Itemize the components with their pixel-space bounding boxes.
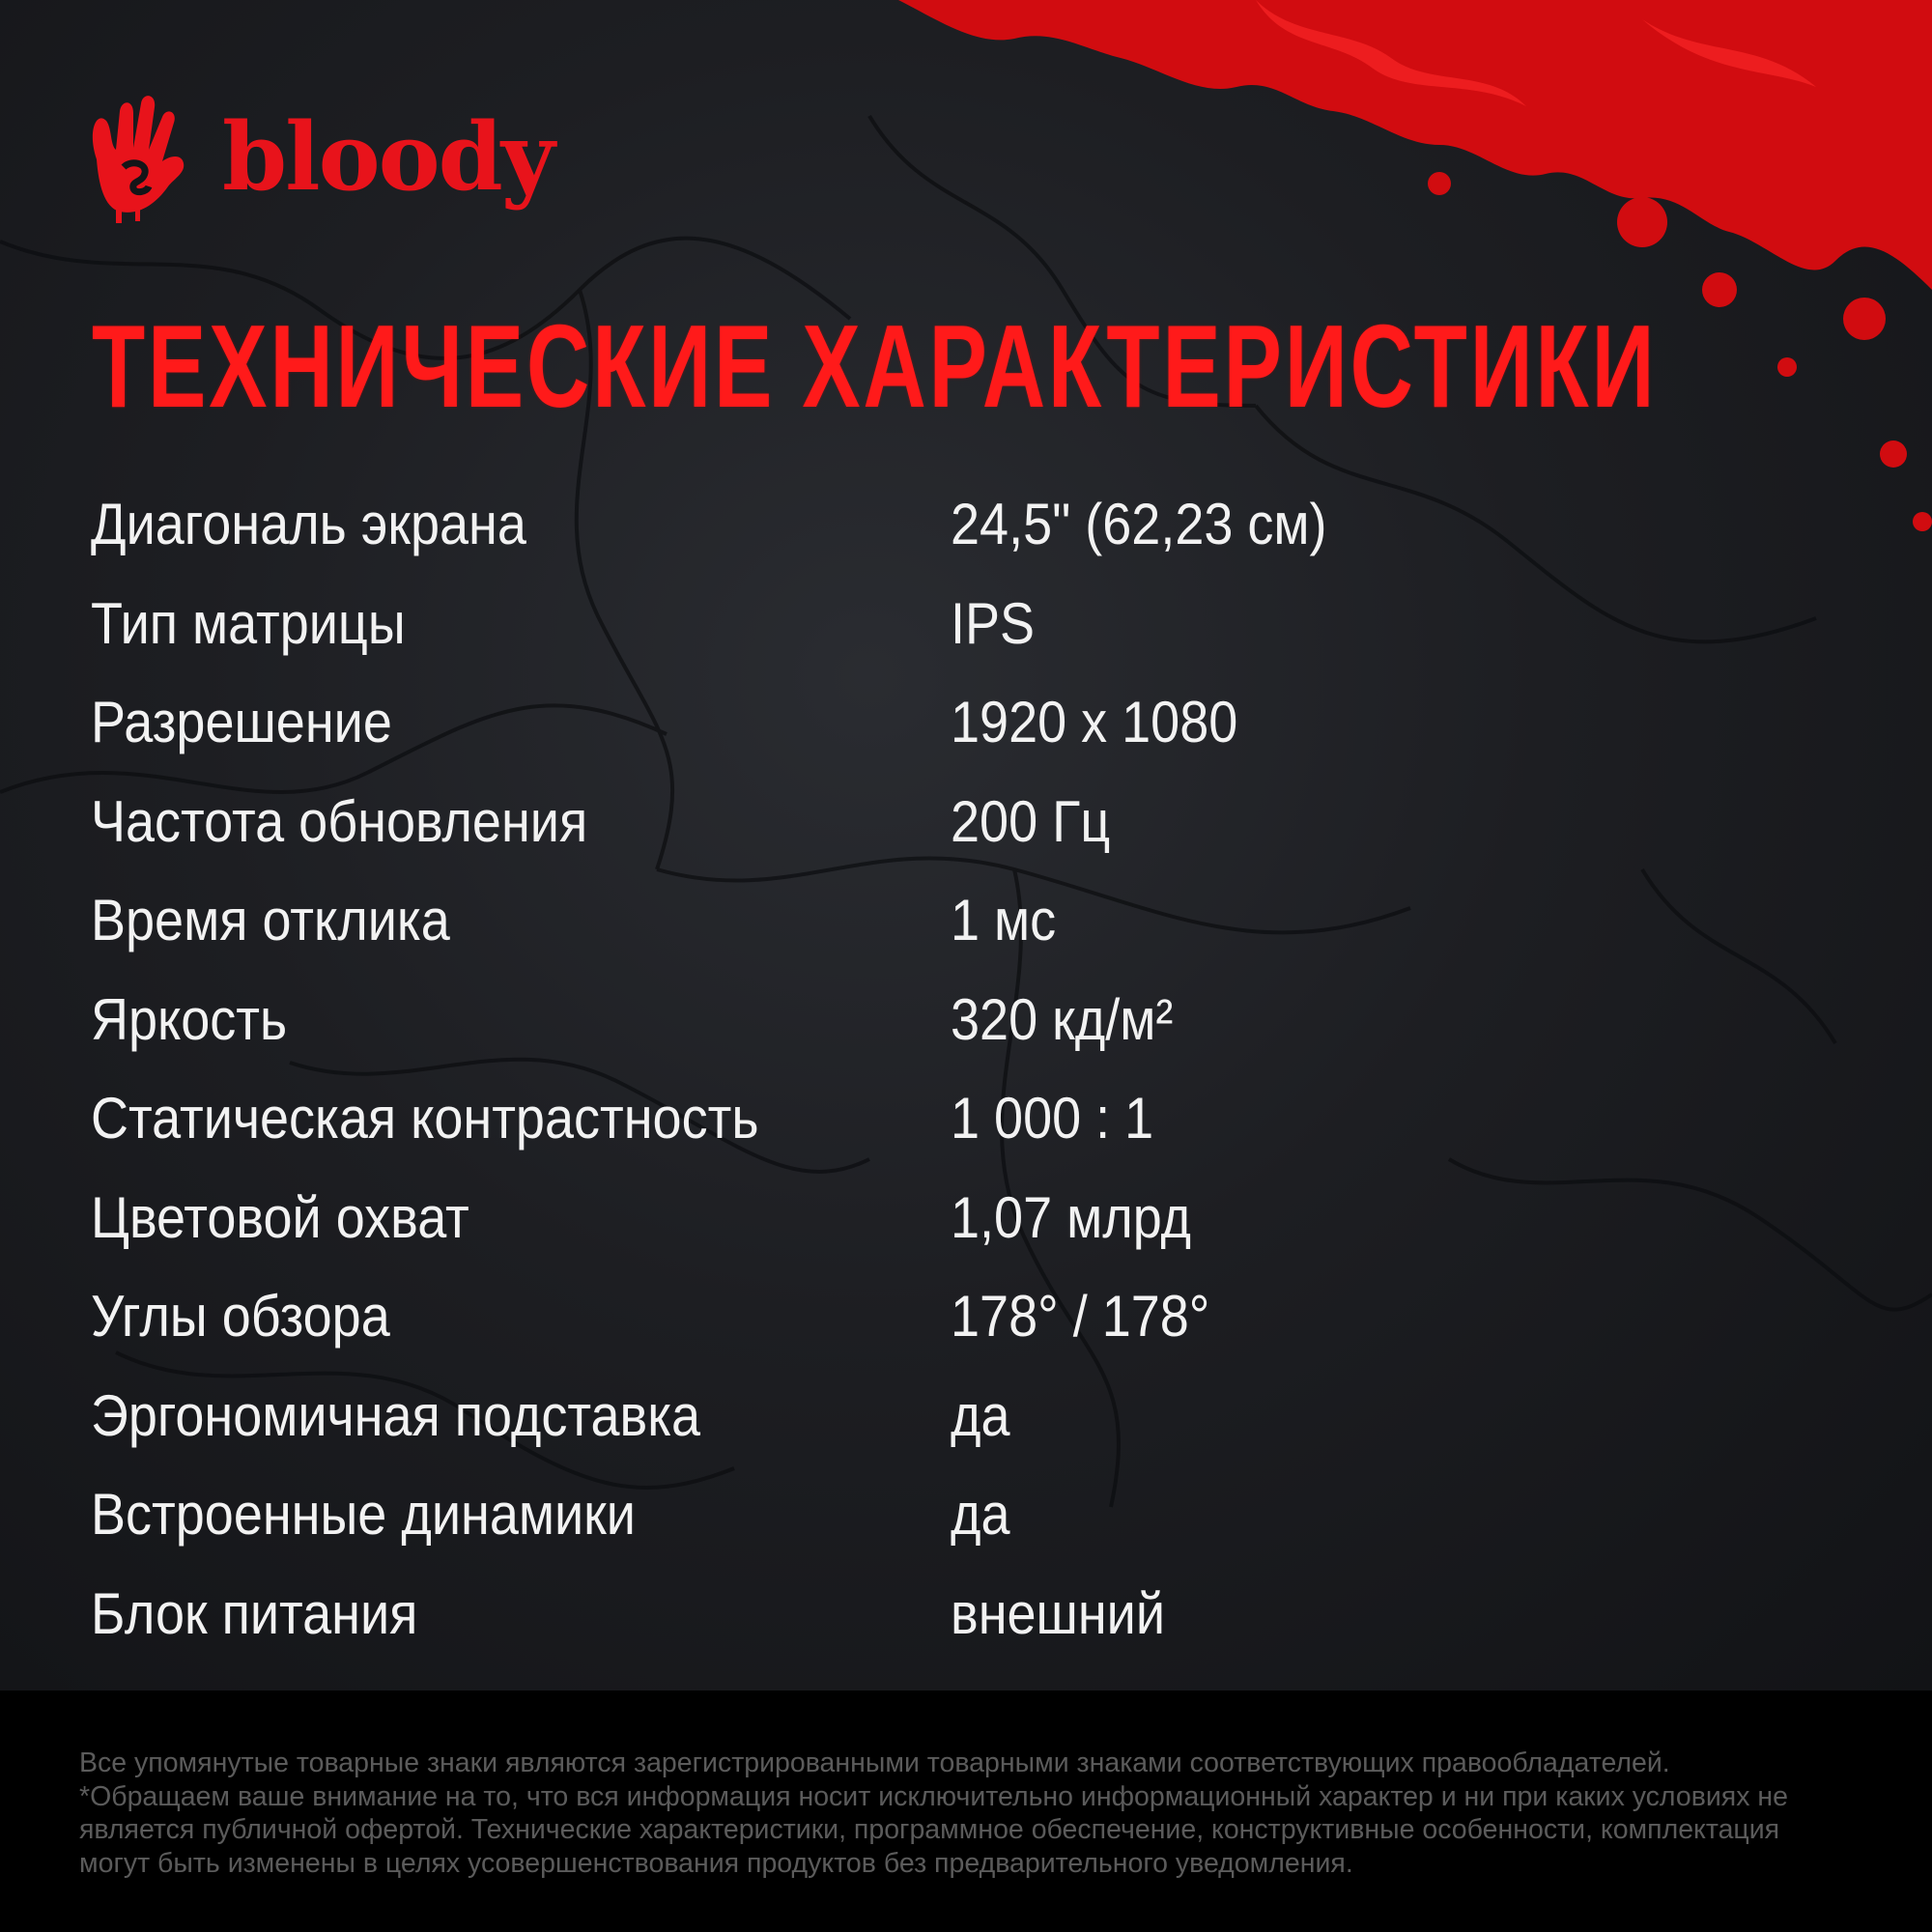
spec-row [91,1186,1830,1286]
spec-value: 320 кд/м² [951,986,1174,1052]
spec-value: да [951,1482,1010,1547]
spec-label: Разрешение [91,690,392,754]
spec-label: Яркость [91,986,288,1052]
spec-row [91,1483,1830,1582]
spec-row [91,1087,1830,1186]
spec-row [91,1384,1830,1484]
spec-row [91,790,1830,890]
spec-row [91,691,1830,790]
spec-value: 200 Гц [951,788,1111,854]
specs-table [91,493,1830,1681]
spec-row [91,493,1830,592]
disclaimer-line: *Обращаем ваше внимание на то, что вся информация носит исключительно информационный характер и ни при каких условиях не [79,1780,1788,1812]
spec-value: IPS [951,590,1036,656]
spec-value: 1,07 млрд [951,1184,1192,1250]
disclaimer [79,1747,1866,1880]
spec-row [91,889,1830,988]
spec-row [91,592,1830,692]
spec-value: внешний [951,1580,1166,1646]
page-title: ТЕХНИЧЕСКИЕ ХАРАКТЕРИСТИКИ [92,300,1658,432]
spec-row [91,1582,1830,1682]
spec-label: Диагональ экрана [91,492,526,556]
hand-print-icon [77,92,193,227]
spec-label: Эргономичная подставка [91,1382,701,1448]
disclaimer-line: Все упомянутые товарные знаки являются зарегистрированными товарными знаками соответствующих правообладателей. [79,1747,1670,1778]
spec-label: Время отклика [91,888,450,952]
spec-value: 178° / 178° [951,1284,1210,1349]
spec-value: да [951,1382,1010,1448]
spec-label: Встроенные динамики [91,1482,636,1547]
disclaimer-line: могут быть изменены в целях усовершенствования продуктов без предварительного уведомления. [79,1847,1353,1879]
spec-value: 1 000 : 1 [951,1086,1154,1151]
spec-row [91,1285,1830,1384]
spec-value: 1 мс [951,888,1057,952]
disclaimer-line: является публичной офертой. Технические характеристики, программное обеспечение, конструктивные особенности, комплектация [79,1814,1780,1845]
logo-text: bloody [222,102,554,212]
bloody-logo [77,92,554,227]
spec-value: 24,5" (62,23 см) [951,492,1327,556]
spec-label: Статическая контрастность [91,1086,759,1151]
spec-row [91,988,1830,1088]
spec-label: Углы обзора [91,1284,390,1349]
spec-label: Тип матрицы [91,590,406,656]
spec-label: Блок питания [91,1580,418,1646]
spec-label: Частота обновления [91,788,588,854]
spec-value: 1920 x 1080 [951,690,1238,754]
spec-label: Цветовой охват [91,1184,469,1250]
